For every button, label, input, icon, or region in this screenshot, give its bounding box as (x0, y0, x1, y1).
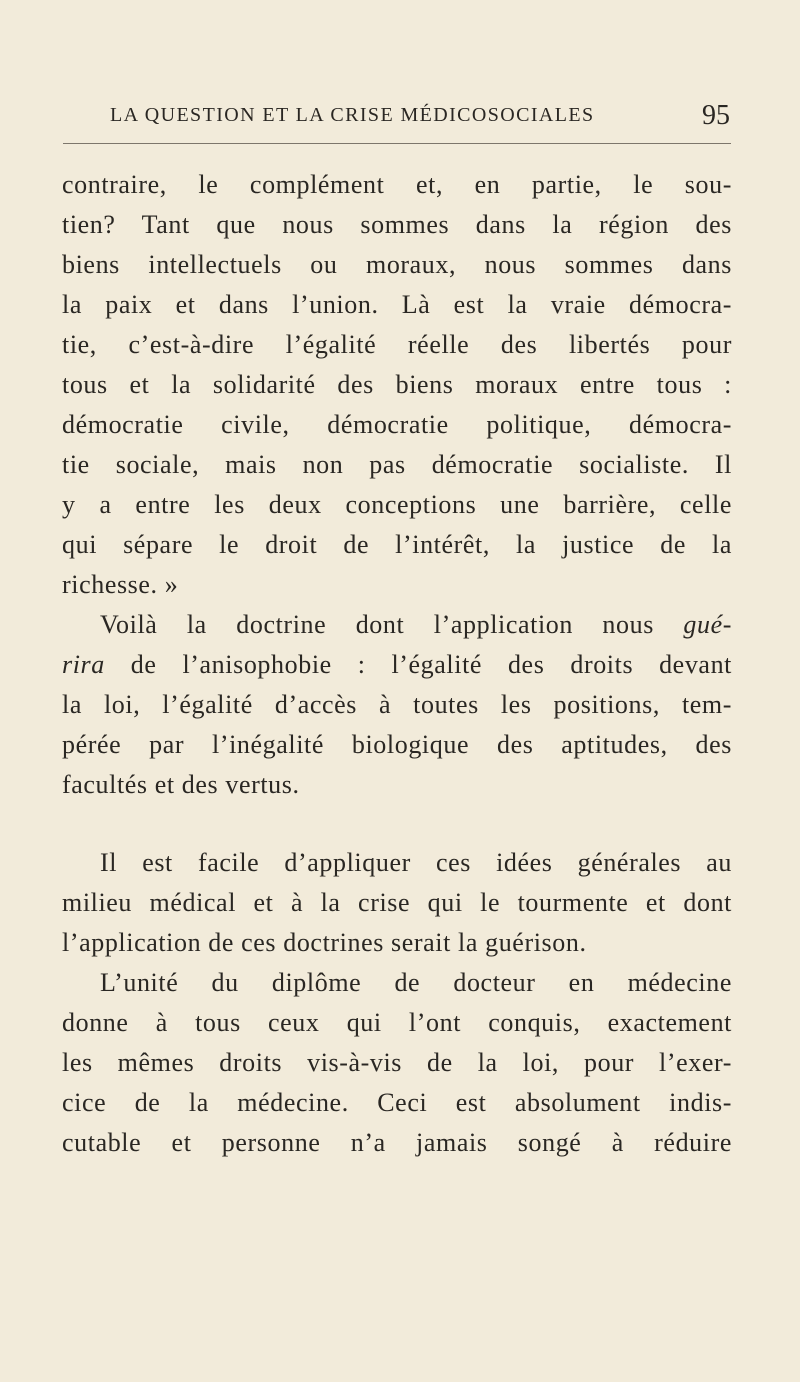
text-line: y a entre les deux conceptions une barrière, celle (62, 490, 732, 519)
text-line: facultés et des vertus. (62, 770, 300, 799)
text-line: les mêmes droits vis-à-vis de la loi, pour l’exer- (62, 1048, 732, 1077)
text-line: biens intellectuels ou moraux, nous sommes dans (62, 250, 732, 279)
text-line: l’application de ces doctrines serait la guérison. (62, 928, 587, 957)
text-line: Il est facile d’appliquer ces idées générales au (100, 848, 732, 877)
text-line: pérée par l’inégalité biologique des aptitudes, des (62, 730, 732, 759)
paragraph (62, 963, 732, 1163)
text-line: tie, c’est-à-dire l’égalité réelle des libertés pour (62, 330, 732, 359)
text-line: qui sépare le droit de l’intérêt, la justice de la (62, 530, 732, 559)
text-line: la loi, l’égalité d’accès à toutes les positions, tem- (62, 690, 732, 719)
italic-word: gué- (683, 610, 732, 639)
page-number: 95 (702, 100, 730, 131)
running-header (110, 100, 730, 136)
text-line: milieu médical et à la crise qui le tourmente et dont (62, 888, 732, 917)
paragraph (62, 605, 732, 805)
paragraph-gap (62, 805, 732, 843)
text-line: tous et la solidarité des biens moraux entre tous : (62, 370, 732, 399)
text-line: tie sociale, mais non pas démocratie socialiste. Il (62, 450, 732, 479)
text-line (62, 645, 732, 685)
text-run: Voilà la doctrine dont l’application nous (100, 610, 684, 639)
running-title: LA QUESTION ET LA CRISE MÉDICOSOCIALES (110, 104, 595, 126)
text-line: tien? Tant que nous sommes dans la région des (62, 210, 732, 239)
text-run: de l’anisophobie : l’égalité des droits devant (104, 650, 732, 679)
text-line: richesse. » (62, 570, 179, 599)
text-line: contraire, le complément et, en partie, le sou- (62, 170, 732, 199)
text-line (62, 605, 732, 645)
body-text (62, 165, 732, 1163)
paragraph (62, 843, 732, 963)
paragraph (62, 165, 732, 605)
text-line: L’unité du diplôme de docteur en médecine (100, 968, 732, 997)
text-line: donne à tous ceux qui l’ont conquis, exactement (62, 1008, 732, 1037)
text-line: la paix et dans l’union. Là est la vraie démocra- (62, 290, 732, 319)
header-rule (63, 143, 731, 144)
text-line: démocratie civile, démocratie politique, démocra- (62, 410, 732, 439)
text-line: cutable et personne n’a jamais songé à réduire (62, 1128, 732, 1157)
text-line: cice de la médecine. Ceci est absolument indis- (62, 1088, 732, 1117)
italic-word: rira (62, 650, 105, 679)
